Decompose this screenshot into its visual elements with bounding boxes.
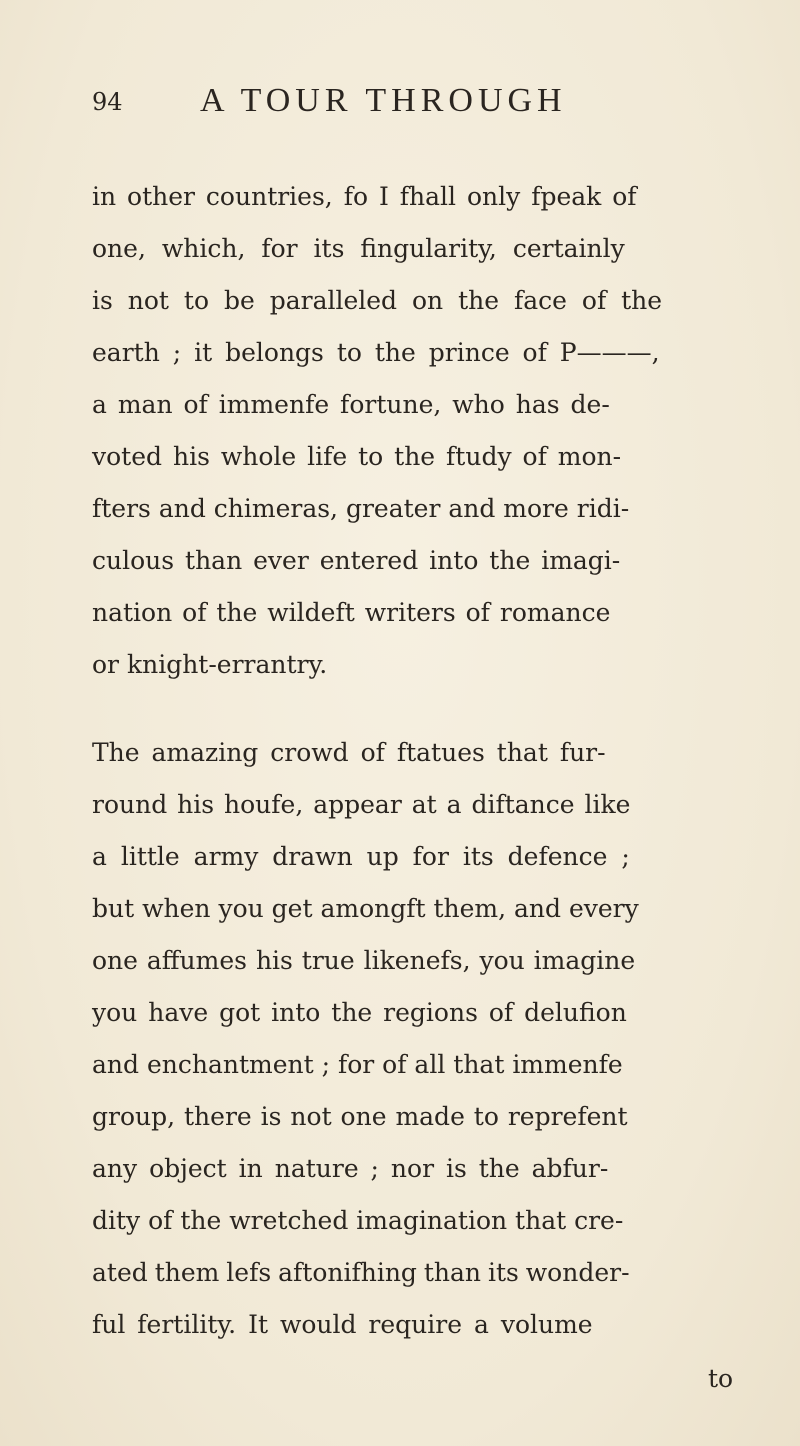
text-line: in other countries, fo I fhall only fpeak of bbox=[92, 182, 637, 211]
text-line: one affumes his true likenefs, you imagine bbox=[92, 946, 636, 975]
page-number: 94 bbox=[92, 88, 123, 116]
text-line: is not to be paralleled on the face of the bbox=[92, 286, 663, 315]
text-line: The amazing crowd of ftatues that fur- bbox=[92, 738, 606, 767]
text-line: ful fertility. It would require a volume bbox=[92, 1310, 593, 1339]
text-line: a man of immenfe fortune, who has de- bbox=[92, 390, 610, 419]
text-line: voted his whole life to the ftudy of mon- bbox=[92, 442, 622, 471]
text-line: dity of the wretched imagination that cre- bbox=[92, 1206, 624, 1235]
catchword: to bbox=[708, 1364, 734, 1393]
text-line: but when you get amongft them, and every bbox=[92, 894, 639, 923]
text-line: ated them lefs aftonifhing than its wonder- bbox=[92, 1258, 630, 1287]
text-line: one, which, for its fingularity, certainly bbox=[92, 234, 625, 263]
text-line: earth ; it belongs to the prince of P———, bbox=[92, 338, 660, 367]
running-title: A TOUR THROUGH bbox=[200, 82, 567, 119]
text-line: round his houfe, appear at a diftance like bbox=[92, 790, 631, 819]
page-header bbox=[92, 82, 742, 128]
text-line: or knight-errantry. bbox=[92, 650, 328, 679]
text-line: culous than ever entered into the imagi- bbox=[92, 546, 621, 575]
text-line: fters and chimeras, greater and more ridi- bbox=[92, 494, 630, 523]
text-line: and enchantment ; for of all that immenfe bbox=[92, 1050, 623, 1079]
text-line: nation of the wildeft writers of romance bbox=[92, 598, 611, 627]
text-line: a little army drawn up for its defence ; bbox=[92, 842, 630, 871]
text-line: any object in nature ; nor is the abfur- bbox=[92, 1154, 609, 1183]
text-line: you have got into the regions of delufion bbox=[92, 998, 627, 1027]
text-line: group, there is not one made to reprefent bbox=[92, 1102, 628, 1131]
